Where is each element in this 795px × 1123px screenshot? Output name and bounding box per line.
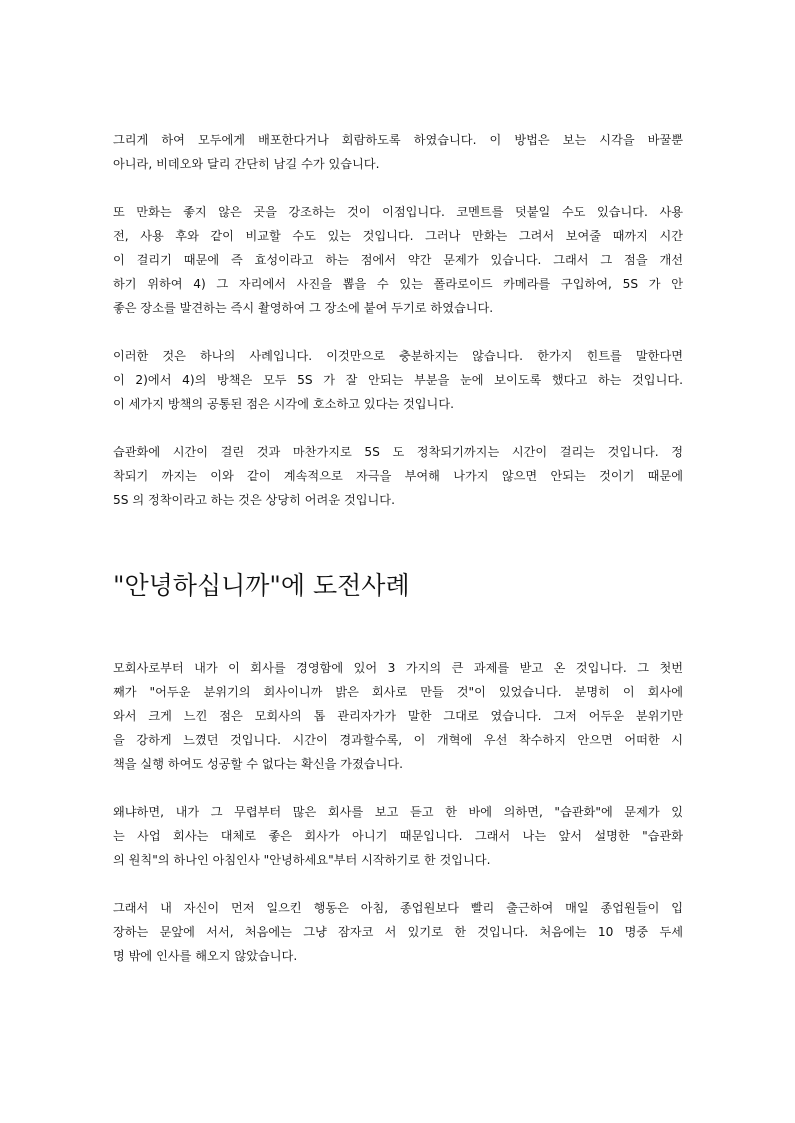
paragraph-cartoon-advantages	[113, 200, 683, 320]
text-line: 모회사로부터 내가 이 회사를 경영함에 있어 3 가지의 큰 과제를 받고 온 것입니다. 그 첫번	[113, 661, 683, 675]
text-line: 책을 실행 하여도 성공할 수 없다는 확신을 가졌습니다.	[113, 757, 404, 771]
paragraph-cartoon-distribution	[113, 128, 683, 176]
text-line: 아니라, 비데오와 달리 간단히 남길 수가 있습니다.	[113, 157, 380, 171]
text-line: 전, 사용 후와 같이 비교할 수도 있는 것입니다. 그러나 만화는 그려서 보여줄 때까지 시간	[113, 229, 683, 243]
text-line: 와서 크게 느낀 점은 모회사의 톱 관리자가가 말한 그대로 였습니다. 그저 어두운 분위기만	[113, 709, 683, 723]
text-line: 5S 의 정착이라고 하는 것은 상당히 어려운 것입니다.	[113, 493, 395, 507]
section-heading: "안녕하십니까"에 도전사례	[113, 571, 410, 600]
text-line: 는 사업 회사는 대체로 좋은 회사가 아니기 때문입니다. 그래서 나는 앞서 설명한 "습관화	[113, 829, 683, 843]
text-line: 의 원칙"의 하나인 아침인사 "안녕하세요"부터 시작하기로 한 것입니다.	[113, 853, 491, 867]
text-line: 또 만화는 좋지 않은 곳을 강조하는 것이 이점입니다. 코멘트를 덧붙일 수도 있습니다. 사용	[113, 205, 683, 219]
text-line: 명 밖에 인사를 해오지 않았습니다.	[113, 949, 298, 963]
text-line: 이 걸리기 때문에 즉 효성이라고 하는 점에서 약간 문제가 있습니다. 그래서 그 점을 개선	[113, 253, 683, 267]
text-line: 그래서 내 자신이 먼저 일으킨 행동은 아침, 종업원보다 빨리 출근하여 매일 종업원들이 입	[113, 901, 683, 915]
paragraph-5s-habituation	[113, 440, 683, 512]
paragraph-visual-appeal	[113, 344, 683, 416]
text-line: 을 강하게 느꼈던 것입니다. 시간이 경과할수록, 이 개혁에 우선 착수하지 안으면 어떠한 시	[113, 733, 683, 747]
text-line: 이 2)에서 4)의 방책은 모두 5S 가 잘 안되는 부분을 눈에 보이도록 했다고 하는 것입니다.	[113, 373, 683, 387]
paragraph-greeting-reason	[113, 800, 683, 872]
text-line: 그리게 하여 모두에게 배포한다거나 회람하도록 하였습니다. 이 방법은 보는 시각을 바꿀뿐	[113, 133, 683, 147]
text-line: 장하는 문앞에 서서, 처음에는 그냥 잠자코 서 있기로 한 것입니다. 처음에는 10 명중 두세	[113, 925, 683, 939]
text-line: 습관화에 시간이 걸린 것과 마찬가지로 5S 도 정착되기까지는 시간이 걸리는 것입니다. 정	[113, 445, 683, 459]
text-line: 착되기 까지는 이와 같이 계속적으로 자극을 부여해 나가지 않으면 안되는 것이기 때문에	[113, 469, 683, 483]
text-line: 좋은 장소를 발견하는 즉시 촬영하여 그 장소에 붙여 두기로 하였습니다.	[113, 301, 494, 315]
text-line: 이 세가지 방책의 공통된 점은 시각에 호소하고 있다는 것입니다.	[113, 397, 454, 411]
text-line: 이러한 것은 하나의 사례입니다. 이것만으로 충분하지는 않습니다. 한가지 힌트를 말한다면	[113, 349, 683, 363]
text-line: 째가 "어두운 분위기의 회사이니까 밝은 회사로 만들 것"이 있었습니다. 분명히 이 회사에	[113, 685, 683, 699]
paragraph-first-action	[113, 896, 683, 968]
paragraph-three-tasks	[113, 656, 683, 776]
text-line: 왜냐하면, 내가 그 무렵부터 많은 회사를 보고 듣고 한 바에 의하면, "습관화"에 문제가 있	[113, 805, 683, 819]
text-line: 하기 위하여 4) 그 자리에서 사진을 뽑을 수 있는 폴라로이드 카메라를 구입하여, 5S 가 안	[113, 277, 683, 291]
